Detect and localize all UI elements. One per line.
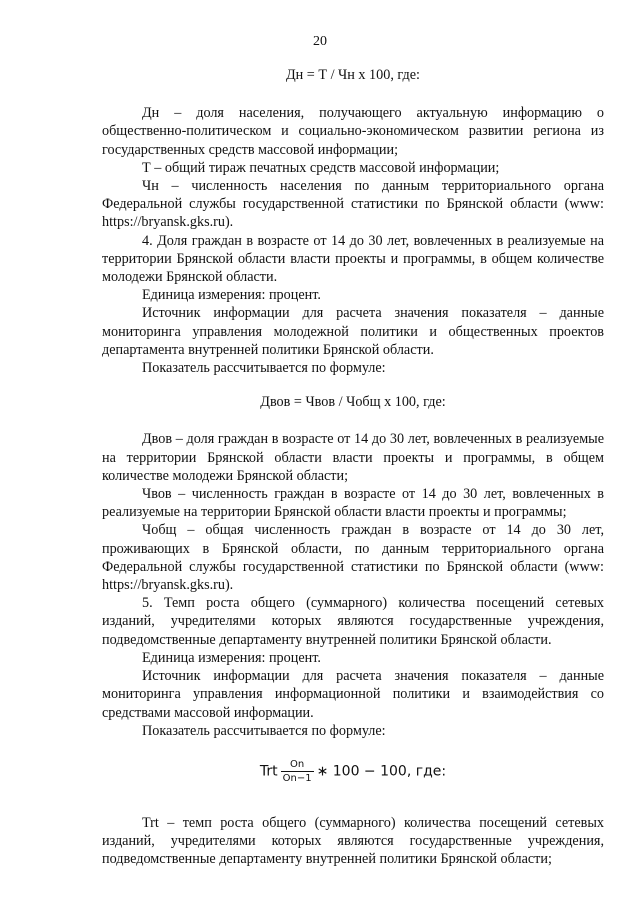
formula-dvov: Двов = Чвов / Чобщ х 100, где: bbox=[260, 394, 446, 411]
formula-trt-numerator: On bbox=[281, 758, 314, 772]
definition-dn: Дн – доля населения, получающего актуальную информацию о общественно-политическом и социально-экономическом развитии региона из государственных средств массовой информации; bbox=[102, 105, 604, 158]
item-4-unit: Единица измерения: процент. bbox=[142, 287, 321, 304]
formula-trt bbox=[102, 758, 604, 794]
definition-chobsh: Чобщ – общая численность граждан в возрасте от 14 до 30 лет, проживающих в Брянской области, по данным территориального органа Федеральной службы государственной статистики по Брянской области (www: https://bryansk.gks.ru). bbox=[102, 522, 604, 594]
definition-chn: Чн – численность населения по данным территориального органа Федеральной службы государственной статистики по Брянской области (www: https://bryansk.gks.ru). bbox=[102, 178, 604, 231]
item-5-unit: Единица измерения: процент. bbox=[142, 649, 321, 666]
page-number: 20 bbox=[313, 34, 327, 49]
item-4-source: Источник информации для расчета значения показателя – данные мониторинга управления молодежной политики и общественных проектов департамента внутренней политики Брянской области. bbox=[102, 305, 604, 358]
formula-trt-fraction bbox=[281, 758, 314, 785]
item-5-source: Источник информации для расчета значения показателя – данные мониторинга управления информационной политики и взаимодействия со средствами массовой информации. bbox=[102, 668, 604, 721]
page-body bbox=[102, 62, 604, 869]
definition-dvov: Двов – доля граждан в возрасте от 14 до 30 лет, вовлеченных в реализуемые на территории Брянской области власти проекты и программы, в общем количестве молодежи Брянской области; bbox=[102, 431, 604, 484]
formula-trt-lhs: Trt bbox=[259, 763, 278, 780]
definition-chvov: Чвов – численность граждан в возрасте от 14 до 30 лет, вовлеченных в реализуемые на территории Брянской области власти проекты и программы; bbox=[102, 486, 604, 521]
formula-trt-denominator: On−1 bbox=[282, 772, 312, 784]
formula-dn: Дн = Т / Чн х 100, где: bbox=[285, 67, 420, 83]
item-5-title: 5. Темп роста общего (суммарного) количества посещений сетевых изданий, учредителями которых являются государственные учреждения, подведомственные департаменту внутренней политики Брянской области. bbox=[102, 595, 604, 648]
formula-trt-rhs: ∗ 100 − 100, где: bbox=[316, 763, 447, 780]
definition-t: Т – общий тираж печатных средств массовой информации; bbox=[142, 159, 500, 176]
definition-trt: Trt – темп роста общего (суммарного) количества посещений сетевых изданий, учредителями которых являются государственные учреждения, подведомственные департаменту внутренней политики Брянской области; bbox=[102, 814, 604, 868]
item-4-formula-intro: Показатель рассчитывается по формуле: bbox=[142, 360, 386, 377]
item-5-formula-intro: Показатель рассчитывается по формуле: bbox=[142, 722, 386, 739]
item-4-title: 4. Доля граждан в возрасте от 14 до 30 лет, вовлеченных в реализуемые на территории Брянской области власти проекты и программы, в общем количестве молодежи Брянской области. bbox=[102, 232, 604, 286]
